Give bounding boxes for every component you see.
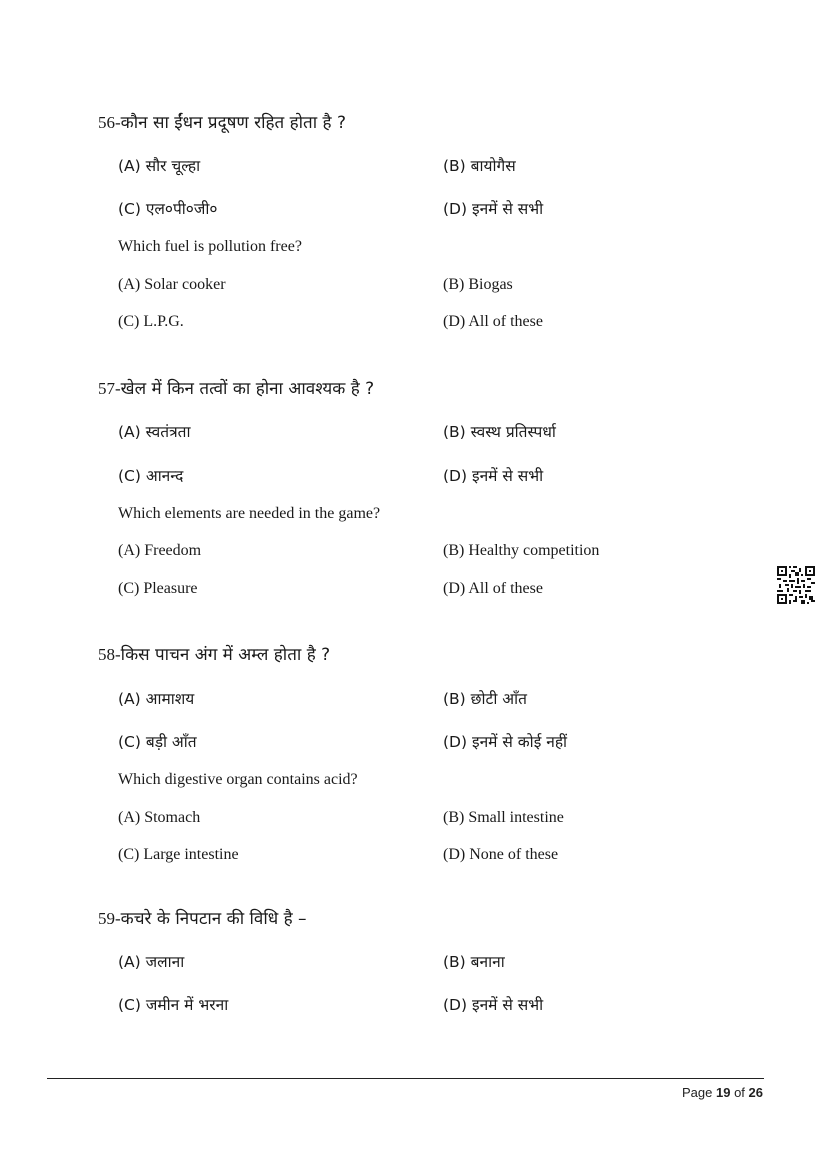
q59-hindi-option-b: (B) बनाना <box>443 953 505 971</box>
question-58-hindi: 58-किस पाचन अंग में अम्ल होता है ? <box>98 645 331 665</box>
q56-hindi-option-a: (A) सौर चूल्हा <box>118 157 201 175</box>
q58-hindi-option-d: (D) इनमें से कोई नहीं <box>443 733 568 751</box>
q58-hindi-option-c: (C) बड़ी आँत <box>118 733 197 751</box>
q58-english-option-c: (C) Large intestine <box>118 846 239 863</box>
q56-hindi-option-c: (C) एल०पी०जी० <box>118 200 218 218</box>
qr-code-icon <box>777 566 815 604</box>
question-58-english: Which digestive organ contains acid? <box>118 771 358 788</box>
q57-hindi-option-d: (D) इनमें से सभी <box>443 467 544 485</box>
q58-english-option-d: (D) None of these <box>443 846 559 863</box>
q59-hindi-option-c: (C) जमीन में भरना <box>118 996 229 1014</box>
footer-divider <box>47 1078 764 1079</box>
q56-hindi-option-b: (B) बायोगैस <box>443 157 516 175</box>
q58-hindi-option-a: (A) आमाशय <box>118 690 195 708</box>
question-56-hindi: 56-कौन सा ईंधन प्रदूषण रहित होता है ? <box>98 113 346 133</box>
q56-hindi-option-d: (D) इनमें से सभी <box>443 200 544 218</box>
q56-english-option-b: (B) Biogas <box>443 276 513 293</box>
q58-english-option-a: (A) Stomach <box>118 809 201 826</box>
q56-english-option-d: (D) All of these <box>443 313 543 330</box>
q56-english-option-a: (A) Solar cooker <box>118 276 226 293</box>
q58-hindi-option-b: (B) छोटी आँत <box>443 690 527 708</box>
q57-hindi-option-c: (C) आनन्द <box>118 467 184 485</box>
question-56-english: Which fuel is pollution free? <box>118 238 302 255</box>
q57-hindi-option-b: (B) स्वस्थ प्रतिस्पर्धा <box>443 423 556 441</box>
q57-hindi-option-a: (A) स्वतंत्रता <box>118 423 191 441</box>
question-57-hindi: 57-खेल में किन तत्वों का होना आवश्यक है ? <box>98 379 375 399</box>
q58-english-option-b: (B) Small intestine <box>443 809 564 826</box>
q57-english-option-b: (B) Healthy competition <box>443 542 600 559</box>
question-57-english: Which elements are needed in the game? <box>118 505 381 522</box>
page-number: Page 19 of 26 <box>682 1085 763 1100</box>
q59-hindi-option-a: (A) जलाना <box>118 953 185 971</box>
q57-english-option-a: (A) Freedom <box>118 542 202 559</box>
q57-english-option-d: (D) All of these <box>443 580 543 597</box>
question-59-hindi: 59-कचरे के निपटान की विधि है – <box>98 909 307 929</box>
q57-english-option-c: (C) Pleasure <box>118 580 198 597</box>
q59-hindi-option-d: (D) इनमें से सभी <box>443 996 544 1014</box>
q56-english-option-c: (C) L.P.G. <box>118 313 184 330</box>
